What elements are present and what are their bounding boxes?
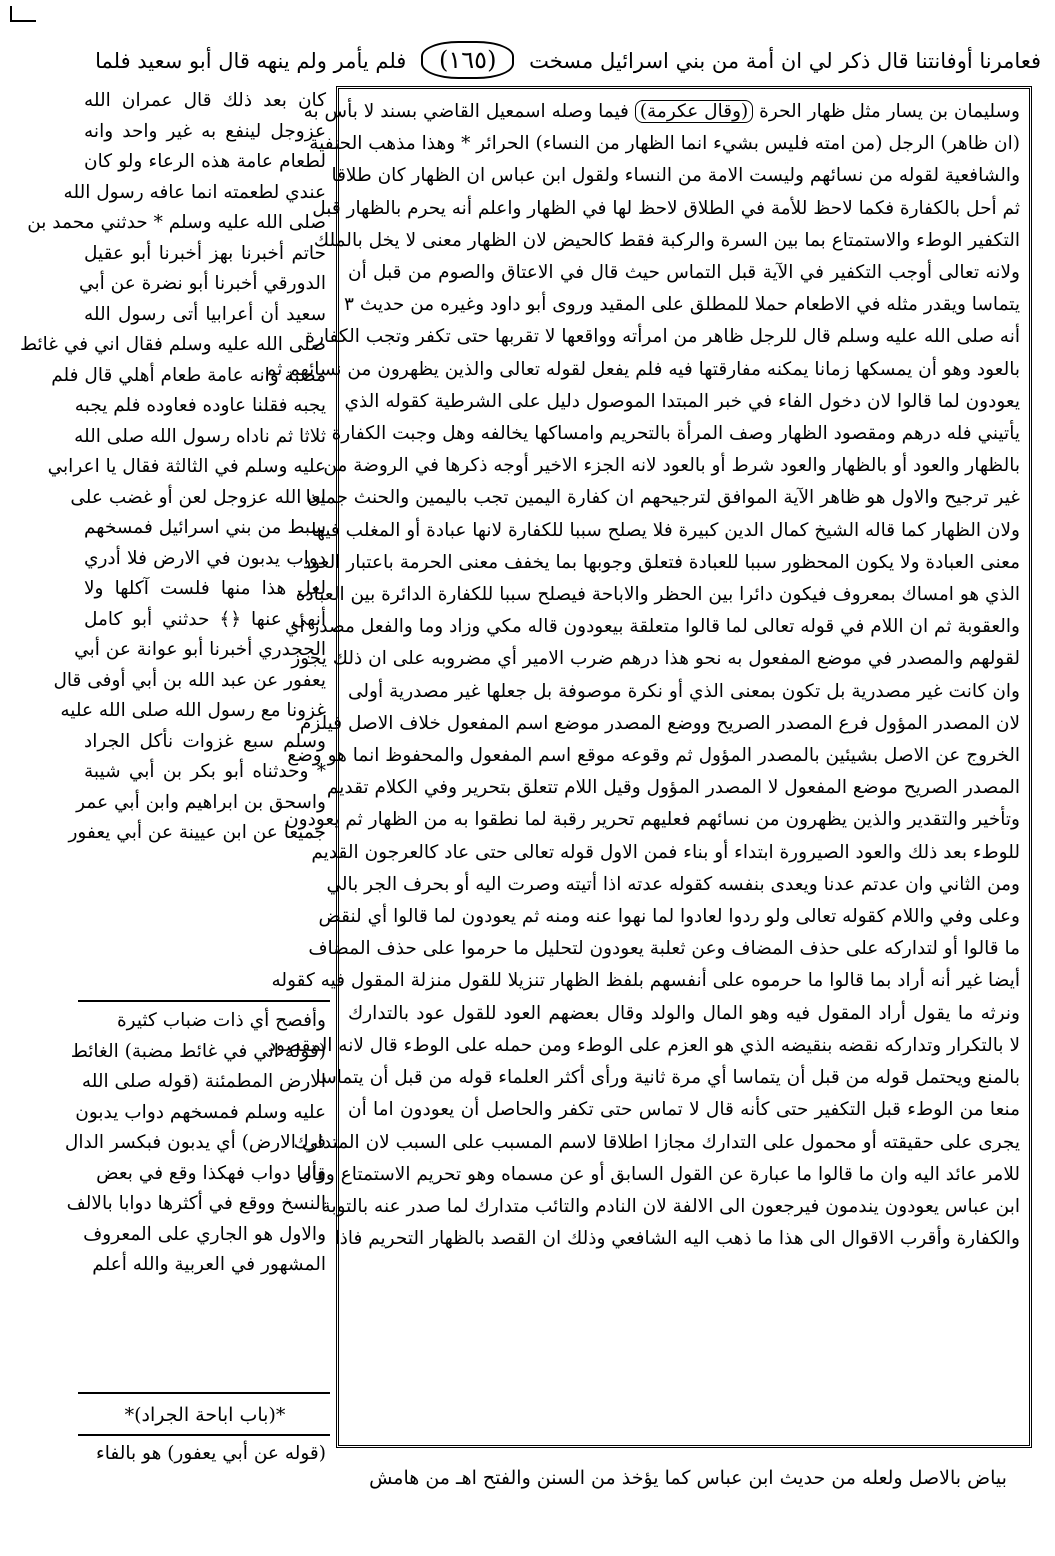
hadith-line: عليه وسلم في الثالثة فقال يا اعرابي	[47, 456, 326, 477]
text-line: بالظهار والعود أو بالظهار والعود شرط أو بالعود لانه الجزء الاخير أوجه ذكرها في الروضة من	[323, 455, 1020, 477]
text-line: ولان الظهار كما قاله الشيخ كمال الدين كبيرة فلا يصلح سببا للكفارة لانها عبادة أو المغلب فيها	[311, 519, 1020, 541]
hadith-line: واسحق بن ابراهيم وابن أبي عمر	[76, 791, 326, 813]
footer-note: بياض بالاصل ولعله من حديث ابن عباس كما يؤخذ من السنن والفتح اهـ من هامش	[369, 1467, 1007, 1489]
header-text-left: فلم يأمر ولم ينهه قال أبو سعيد فلما	[95, 49, 407, 73]
highlighted-phrase: (وقال عكرمة)	[635, 100, 753, 123]
text-line: يجرى على حقيقته أو محمول على التدارك مجازا اطلاقا لاسم المسبب على السبب لان المتدارك	[293, 1131, 1020, 1153]
text-line: لا بالتكرار وتداركه نقضه بنقيضه الذي هو العزم على الوطء ومن حمله على الوطء قال لانه المقصود	[267, 1034, 1020, 1056]
text-line: يتماسا ويقدر مثله في الاطعام حملا للمطلق على المقيد وروى أبو داود وغيره من حديث ٣	[344, 294, 1020, 316]
note-line: النسخ ووقع في أكثرها دوابا بالالف	[66, 1193, 326, 1214]
section-heading: *(باب اباحة الجراد)*	[124, 1404, 286, 1426]
note-line: (قوله اني في غائط مضبة) الغائط	[70, 1040, 326, 1062]
notes-divider	[78, 1392, 330, 1394]
text-line: أيضا غير أنه أراد بما قالوا ما حرموه على أنفسهم بلفظ الظهار تنزيلا للقول منزلة المقول فيه كقوله	[271, 970, 1020, 992]
note-line: في الارض) أي يدبون فبكسر الدال	[64, 1132, 326, 1153]
hadith-line: صلى الله عليه وسلم * حدثني محمد بن	[27, 212, 326, 233]
text-line: يأتيني فله درهم ومقصود الظهار وصف المرأة بالتحريم وامساكها يخالفه وهل وجبت الكفارة	[331, 423, 1020, 445]
commentary-notes	[64, 1006, 326, 1386]
text-line: التكفير الوطء والاستمتاع بما بين السرة والركبة فقط كالحيض لان الظهار معنى لا يخل بالملك	[313, 229, 1020, 251]
main-commentary-text	[264, 96, 1020, 1436]
hadith-column	[19, 86, 326, 992]
hadith-line: الدورقي أخبرنا أبو نضرة عن أبي	[79, 273, 326, 294]
hadith-line: مضبة وانه عامة طعام أهلي قال فلم	[51, 364, 326, 386]
corner-mark	[10, 6, 36, 22]
text-line: وعلى وفي واللام كقوله تعالى ولو ردوا لعادوا لما نهوا عنه ومنه ثم يعودون لما قالوا أي لنقض	[318, 906, 1020, 928]
hadith-line: جميعا عن ابن عيينة عن أبي يعفور	[68, 822, 326, 843]
note-line: عليه وسلم فمسخهم دواب يدبون	[75, 1101, 326, 1123]
text-line: والشافعية لقوله من نسائهم وليست الامة من النساء ولقول ابن عباس ان الظهار كان طلاقا	[331, 165, 1020, 187]
text-line: بالعود وهو أن يمسكها زمانا يمكنه مفارقتها فيه فلم يفعل لقوله تعالى والذين يظهرون من نسائهم ثم	[264, 358, 1020, 380]
hadith-line: غزونا مع رسول الله صلى الله عليه	[60, 700, 326, 721]
text-line: ومن الثاني وان عدتم عدنا ويعدى بنفسه كقوله عدته اذا أتيته وصرت اليه أو بحرف الجر بالي	[326, 873, 1020, 895]
text-line: بالمنع ويحتمل قوله من قبل أن يتماسا أي مرة ثانية ورأى أكثر العلماء قوله من قبل أن يتماسا	[315, 1067, 1020, 1089]
text-line: ونرثه ما يقول أراد المقول فيه وهو المال والولد وقال بعضهم العود للقول عود بالتدارك	[348, 1002, 1020, 1024]
text-line: غير ترجيح والاول هو ظاهر الآية الموافق لترجيحهم ان كفارة اليمين تجب باليمين والحنث جميعا	[305, 487, 1020, 509]
hadith-line: سعيد أن أعرابيا أتى رسول الله	[84, 303, 326, 325]
heading-divider	[78, 1434, 330, 1436]
text-line: للامر عائد اليه وان ما قالوا ما عبارة عن القول السابق أو عن مسماه وهو تحريم الاستمتاع وقال	[298, 1163, 1020, 1185]
note-line: الارض المطمئنة (قوله صلى الله	[81, 1071, 326, 1092]
text-line: يعودون لما قالوا لان دخول الفاء في خبر المبتدا الموصول دليل على الشرطية كقوله الذي	[344, 390, 1020, 412]
text-line: الخروج عن الاصل بشيئين بالمصدر المؤول ثم وقوعه موقع اسم المفعول والمحفوظ انما هو وضع	[287, 745, 1020, 767]
text-line: (ان ظاهر) الرجل (من امته فليس بشيء انما الظهار من النساء) الحرائر * وهذا مذهب الحنفية	[309, 133, 1020, 155]
note-line: وأفصح أي ذات ضباب كثيرة	[116, 1010, 326, 1031]
text-line: وان كانت غير مصدرية بل تكون بمعنى الذي أو نكرة موصوفة بل جعلها غير مصدرية أولى	[348, 680, 1020, 702]
last-note: (قوله عن أبي يعفور) هو بالفاء	[96, 1443, 326, 1464]
note-line: المشهور في العربية والله أعلم	[92, 1254, 326, 1275]
page-number: (١٦٥)	[421, 41, 514, 79]
hadith-line: عزوجل لينفع به غير واحد وانه	[84, 120, 326, 142]
hadith-line: يعفور عن عبد الله بن أبي أوفى قال	[53, 669, 326, 691]
hadith-line: ان الله عزوجل لعن أو غضب على	[70, 486, 326, 508]
text-line: ولانه تعالى أوجب التكفير في الآية قبل التماس حيث قال في الاعتاق والصوم من قبل أن	[348, 262, 1020, 284]
text-line: الذي هو امساك بمعروف فيكون دائرا بين الحظر والاباحة فيصلح سببا للكفارة الدائرة بين العبادة	[295, 584, 1020, 606]
hadith-line: * وحدثناه أبو بكر بن أبي شيبة	[84, 761, 326, 782]
hadith-line: دواب يدبون في الارض فلا أدري	[84, 547, 326, 569]
text-line: لقولهم والمصدر في موضع المفعول به نحو هذا درهم ضرب الامير أي مضروبه على ان ذلك يجوز	[291, 648, 1020, 670]
text-line: ما قالوا أو لتداركه على حذف المضاف وعن ثعلبة يعودون لتحليل ما حرموا على حذف المضاف	[308, 938, 1020, 960]
text-line: والكفارة وأقرب الاقوال الى هذا ما ذهب اليه الشافعي وذلك ان القصد بالظهار التحريم فاذا	[334, 1228, 1020, 1250]
hadith-line: صلى الله عليه وسلم فقال اني في غائط	[19, 334, 326, 355]
text-line: للوطء بعد ذلك والعود الصيرورة ابتداء أو بناء فمن الاول قوله تعالى حتى عاد كالعرجون القديم	[311, 841, 1020, 863]
hadith-line: ثلاثا ثم ناداه رسول الله صلى الله	[74, 425, 326, 447]
text-line: المصدر الصريح موضع المفعول لا المصدر المؤول وقيل اللام تتعلق بتحرير وفي الكلام تقديم	[326, 777, 1020, 799]
text-line: معنى العبادة ولا يكون المحظور سببا للعبادة فتعلق وجوبها بما يخفف معنى الحرمة باعتبار العود	[302, 551, 1020, 573]
hadith-line: كان بعد ذلك قال عمران الله	[84, 90, 326, 111]
hadith-line: عندي لطعمته انما عافه رسول الله	[63, 181, 326, 203]
hadith-line: حاتم أخبرنا بهز أخبرنا أبو عقيل	[84, 242, 326, 264]
hadith-line: لعل هذا منها فلست آكلها ولا	[84, 578, 326, 599]
text-line: ثم أحل بالكفارة فكما لاحظ للأمة في الطلاق لاحظ لها في الظهار واعلم أنه يحرم بالظهار قبل	[312, 197, 1020, 219]
hadith-line: لطعام عامة هذه الرعاء ولو كان	[84, 151, 326, 172]
page-header	[31, 36, 1041, 86]
text-line: منعا من الوطء قبل التكفير حتى كأنه قال لا تماس حتى تكفر والحاصل أن يعودون اما أن	[348, 1099, 1020, 1121]
note-line: والاول هو الجاري على المعروف	[83, 1223, 326, 1245]
hadith-line: الجحدري أخبرنا أبو عوانة عن أبي	[74, 639, 326, 660]
text-line: ابن عباس يعودون يندمون فيرجعون الى الالفة لان النادم والتائب متدارك لما صدر عنه بالتوبة	[321, 1195, 1020, 1217]
hadith-line: وسلم سبع غزوات نأكل الجراد	[84, 730, 326, 752]
header-text-right: فعامرنا أوفانتنا قال ذكر لي ان أمة من بني اسرائيل مسخت	[529, 49, 1041, 73]
note-line: وأما دواب فهكذا وقع في بعض	[96, 1162, 326, 1184]
hadith-line: يجبه فقلنا عاوده فعاوده فلم يجبه	[74, 395, 326, 416]
text-line: والعقوبة ثم ان اللام في قوله تعالى لما قالوا متعلقة بيعودون قاله مكي وزاد وما والفعل مصدر أي	[284, 616, 1020, 638]
text-line: وسليمان بن يسار مثل ظهار الحرة (وقال عكرمة) فيما وصله اسمعيل القاضي بسند لا بأس به	[303, 101, 1020, 122]
hadith-line: سبط من بني اسرائيل فمسخهم	[84, 517, 326, 538]
text-line: لان المصدر المؤول فرع المصدر الصريح ووضع المصدر موضع اسم المفعول خلاف الاصل فيلزم	[299, 712, 1020, 734]
text-line: وتأخير والتقدير والذين يظهرون من نسائهم فعليهم تحرير رقبة لما نطقوا به من الظهار ثم يعودون	[285, 809, 1020, 831]
hadith-line: أنهى عنها ﴿﴾ حدثني أبو كامل	[84, 608, 326, 630]
column-divider	[78, 1000, 330, 1002]
text-line: أنه صلى الله عليه وسلم قال للرجل ظاهر من امرأته وواقعها لا تقربها حتى تكفر وتجب الكفارة	[305, 326, 1020, 348]
